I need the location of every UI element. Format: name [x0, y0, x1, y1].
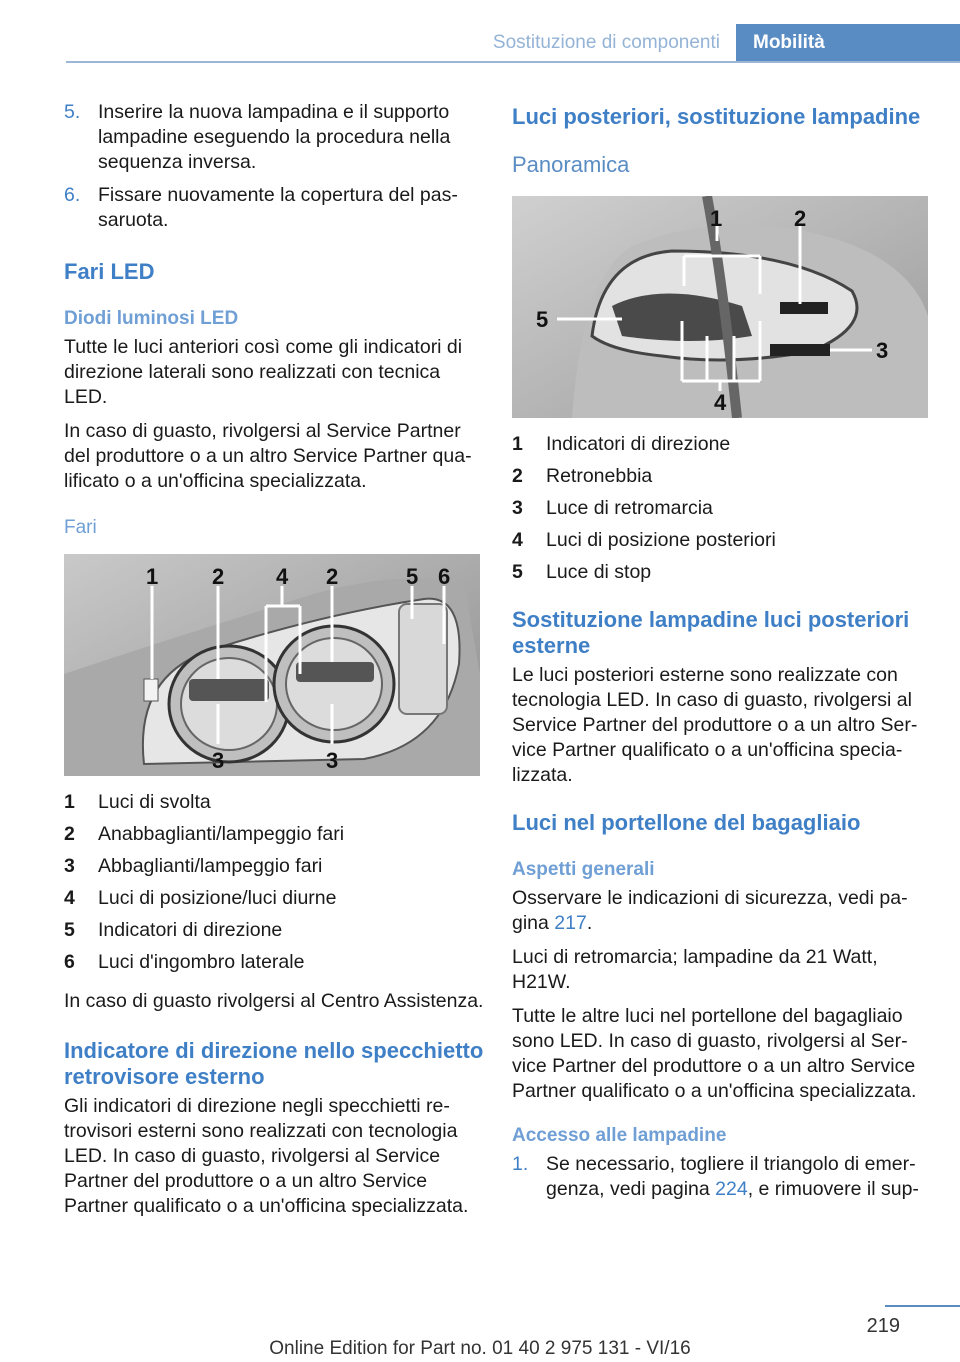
taillight-figure — [512, 196, 928, 418]
legend-text: Abbaglianti/lampeggio fari — [98, 855, 323, 877]
headlight-illustration — [64, 554, 480, 776]
aspetti-paragraph-3: Tutte le altre luci nel portellone del bagagliaio sono LED. In caso di guasto, rivolgersi al Service Partner del produttore o a un altro Service Partner qualificato o a un'officina specializzata. — [512, 1005, 917, 1102]
page-224-link[interactable]: 224 — [715, 1178, 748, 1200]
legend-item — [512, 432, 932, 457]
diodi-paragraph-2: In caso di guasto, rivolgersi al Service Partner del produttore o a un altro Service Partner qualificato o a un'officina specializzata. — [64, 420, 472, 492]
aspetti-text-end: . — [586, 912, 593, 934]
taillight-illustration — [512, 196, 928, 418]
footer-rule — [885, 1305, 960, 1307]
headlight-figure — [64, 554, 480, 776]
headlight-label-5: 5 — [406, 564, 419, 589]
legend-number: 6 — [64, 951, 75, 973]
panoramica-heading: Panoramica — [512, 152, 630, 177]
aspetti-paragraph-1 — [512, 886, 932, 936]
headlight-label-3a: 3 — [212, 748, 225, 773]
mirror-paragraph: Gli indicatori di direzione negli specchietti retrovisori esterni sono realizzati con tecnologia LED. In caso di guasto, rivolgersi al Service Partner del produttore o a un altro Service Partner qualificato o a un'officina specializzata. — [64, 1095, 469, 1217]
legend-number: 3 — [512, 497, 523, 519]
header-section-title: Sostituzione di componenti — [492, 32, 720, 53]
step-number: 1. — [512, 1153, 529, 1175]
right-column — [512, 100, 932, 1210]
aspetti-paragraph-2: Luci di retromarcia; lampadine da 21 Watt, H21W. — [512, 946, 878, 993]
step-5 — [64, 100, 484, 175]
legend-text: Luci di svolta — [98, 791, 211, 813]
step-number: 6. — [64, 184, 81, 206]
legend-number: 1 — [64, 791, 75, 813]
diodi-paragraph-1: Tutte le luci anteriori così come gli indicatori di direzione laterali sono realizzati con tecnica LED. — [64, 336, 463, 408]
legend-number: 2 — [64, 823, 75, 845]
legend-number: 2 — [512, 465, 523, 487]
step-number: 5. — [64, 101, 81, 123]
taillight-legend — [512, 432, 932, 585]
step-text-post: , e rimuovere il sup- — [747, 1178, 919, 1200]
footer-edition: Online Edition for Part no. 01 40 2 975 131 - VI/16 — [269, 1338, 691, 1359]
legend-number: 4 — [512, 529, 523, 551]
legend-number: 5 — [512, 561, 523, 583]
page-217-link[interactable]: 217 — [554, 912, 587, 934]
legend-text: Anabbaglianti/lampeggio fari — [98, 823, 345, 845]
header-chapter-tab[interactable]: Mobilità — [736, 24, 960, 63]
legend-text: Retronebbia — [546, 465, 653, 487]
legend-text: Indicatori di direzione — [98, 919, 283, 941]
step-text — [546, 1152, 932, 1202]
legend-item — [64, 790, 484, 815]
taillight-label-4: 4 — [714, 390, 727, 415]
legend-number: 5 — [64, 919, 75, 941]
accesso-heading: Accesso alle lampadine — [512, 1125, 727, 1146]
taillight-label-1: 1 — [710, 206, 723, 231]
fari-heading: Fari — [64, 517, 97, 538]
step-text: Inserire la nuova lampadina e il supporto lampadine eseguendo la procedura nella sequenza inversa. — [98, 101, 451, 173]
headlight-label-1: 1 — [146, 564, 159, 589]
headlight-legend — [64, 790, 484, 975]
legend-text: Luci di posizione posteriori — [546, 529, 776, 551]
legend-item — [64, 854, 484, 879]
taillight-label-3: 3 — [876, 338, 889, 363]
headlight-label-2b: 2 — [326, 564, 339, 589]
aspetti-heading: Aspetti generali — [512, 859, 655, 880]
legend-text: Luce di stop — [546, 561, 652, 583]
header-rule — [66, 61, 960, 63]
external-lights-paragraph: Le luci posteriori esterne sono realizzate con tecnologia LED. In caso di guasto, rivolgersi al Service Partner del produttore o a un altro Service Partner qualificato o a un'officina specializzata. — [512, 664, 918, 786]
mirror-heading: Indicatore di direzione nello specchietto retrovisore esterno — [64, 1038, 484, 1089]
legend-item — [512, 464, 932, 489]
legend-number: 4 — [64, 887, 75, 909]
legend-number: 3 — [64, 855, 75, 877]
legend-number: 1 — [512, 433, 523, 455]
legend-item — [64, 822, 484, 847]
step-6 — [64, 183, 484, 233]
taillight-label-2: 2 — [794, 206, 807, 231]
legend-item — [64, 886, 484, 911]
rear-lights-heading: Luci posteriori, sostituzione lampadine — [512, 104, 921, 129]
legend-item — [512, 496, 932, 521]
accesso-step-1 — [512, 1152, 932, 1202]
legend-text: Luce di retromarcia — [546, 497, 713, 519]
headlight-label-3b: 3 — [326, 748, 339, 773]
left-column — [64, 100, 484, 1228]
legend-item — [64, 950, 484, 975]
headlight-label-2a: 2 — [212, 564, 225, 589]
headlight-label-6: 6 — [438, 564, 451, 589]
legend-text: Luci d'ingombro laterale — [98, 951, 305, 973]
legend-item — [512, 560, 932, 585]
fari-led-heading: Fari LED — [64, 259, 155, 284]
trunk-lights-heading: Luci nel portellone del bagagliaio — [512, 810, 861, 835]
legend-item — [512, 528, 932, 553]
step-text: Fissare nuovamente la copertura del passaruota. — [98, 184, 458, 231]
page-number: 219 — [866, 1315, 900, 1337]
legend-item — [64, 918, 484, 943]
legend-text: Luci di posizione/luci diurne — [98, 887, 337, 909]
external-lights-heading: Sostituzione lampadine luci posteriori esterne — [512, 607, 910, 658]
aspetti-text: Osservare le indicazioni di sicurezza, vedi pagina — [512, 887, 908, 934]
taillight-label-5: 5 — [536, 307, 549, 332]
legend-text: Indicatori di direzione — [546, 433, 731, 455]
fari-note: In caso di guasto rivolgersi al Centro Assistenza. — [64, 990, 484, 1012]
diodi-heading: Diodi luminosi LED — [64, 308, 239, 329]
headlight-label-4: 4 — [276, 564, 289, 589]
step-text-pre: Se necessario, togliere il triangolo di emergenza, vedi pagina — [546, 1153, 916, 1200]
